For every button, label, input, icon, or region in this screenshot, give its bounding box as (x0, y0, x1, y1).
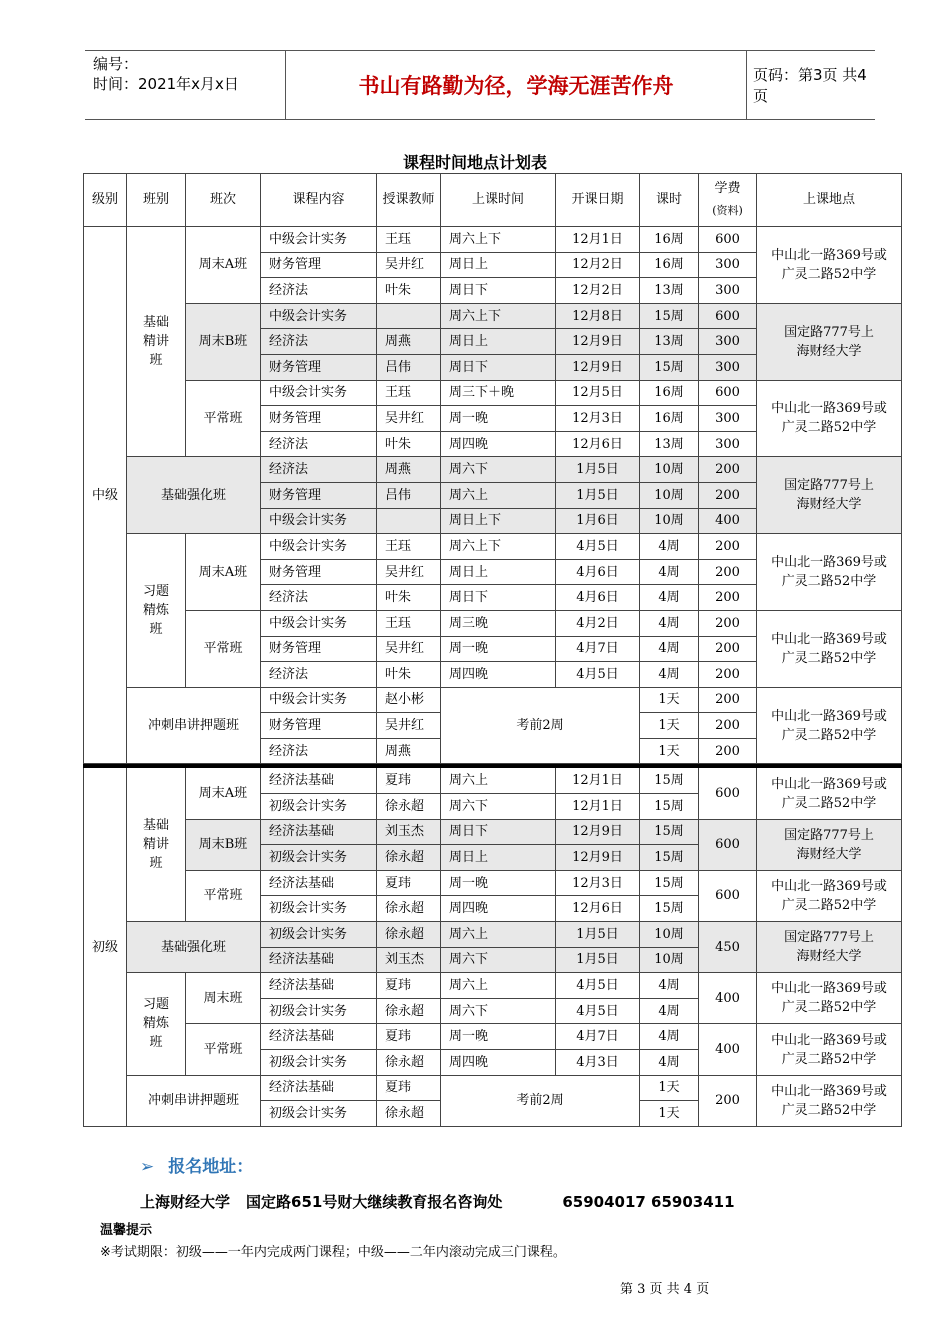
arrow-icon: ➢ (140, 1157, 155, 1177)
tips-title: 温馨提示 (100, 1223, 153, 1238)
time-label: 时间：2021年x月x日 (93, 75, 239, 93)
table-row: 初级会计实务 徐永超 周四晚 4月3日 4周 (84, 1050, 902, 1076)
location: 中山北一路369号或广灵二路52中学 (757, 687, 902, 764)
location: 中山北一路369号或广灵二路52中学 (757, 380, 902, 457)
sub-m-wb: 周末B班 (186, 303, 261, 380)
table-row: 初级会计实务 徐永超 周六下 12月1日 15周 (84, 794, 902, 820)
fee: 600 (699, 819, 757, 870)
fee: 200 (699, 1075, 757, 1126)
phone-numbers: 65904017 65903411 (562, 1193, 735, 1211)
table-row: 经济法 周燕 周日上 12月9日 13周 300 (84, 329, 902, 355)
header-meta (85, 51, 285, 119)
table-row: 周末B班 中级会计实务 周六上下 12月8日 15周 600 国定路777号上海财经大学 (84, 303, 902, 329)
location: 中山北一路369号或广灵二路52中学 (757, 1024, 902, 1075)
table-row: 初级会计实务 徐永超 周四晚 12月6日 15周 (84, 896, 902, 922)
sub-j-dw: 周末班 (186, 973, 261, 1024)
school-name: 上海财经大学 (140, 1193, 231, 1211)
table-row: 习题精炼班 周末A班 中级会计实务 王珏 周六上下 4月5日 4周 200 中山北一路369号或广灵二路52中学 (84, 534, 902, 560)
group-j-drill: 习题精炼班 (127, 973, 186, 1075)
sub-m-wa: 周末A班 (186, 227, 261, 304)
table-row: 平常班 中级会计实务 王珏 周三下＋晚 12月5日 16周 600 中山北一路369号或广灵二路52中学 (84, 380, 902, 406)
exam-note: ※考试期限：初级——一年内完成两门课程；中级——二年内滚动完成三门课程。 (100, 1245, 566, 1260)
header-row (84, 174, 902, 227)
location: 中山北一路369号或广灵二路52中学 (757, 1075, 902, 1126)
table-row: 财务管理 吴井红 周一晚 12月3日 16周 300 (84, 406, 902, 432)
col-fee: 学费 (资料) (699, 174, 757, 227)
fee: 450 (699, 922, 757, 973)
table-row: 经济法 叶朱 周日下 12月2日 13周 300 (84, 278, 902, 304)
table-row: 财务管理 吕伟 周日下 12月9日 15周 300 (84, 354, 902, 380)
location: 中山北一路369号或广灵二路52中学 (757, 768, 902, 819)
location: 国定路777号上海财经大学 (757, 457, 902, 534)
col-teacher: 授课教师 (377, 174, 441, 227)
table-row: 初级会计实务 徐永超 周日上 12月9日 15周 (84, 845, 902, 871)
group-m-strong: 基础强化班 (127, 457, 261, 534)
table-row: 冲刺串讲押题班 中级会计实务 赵小彬 考前2周 1天 200 中山北一路369号或广灵二路52中学 (84, 687, 902, 713)
table-row: 基础强化班 经济法 周燕 周六下 1月5日 10周 200 国定路777号上海财经大学 (84, 457, 902, 483)
table-row: 平常班 中级会计实务 王珏 周三晚 4月2日 4周 200 中山北一路369号或广灵二路52中学 (84, 610, 902, 636)
table-row: 初级会计实务 徐永超 周六下 4月5日 4周 (84, 998, 902, 1024)
col-location: 上课地点 (757, 174, 902, 227)
table-row: 财务管理 吴井红 1天 200 (84, 713, 902, 739)
col-session: 班次 (186, 174, 261, 227)
group-m-drill: 习题精炼班 (127, 534, 186, 688)
col-start: 开课日期 (556, 174, 640, 227)
table-row: 财务管理 吴井红 周日上 4月6日 4周 200 (84, 559, 902, 585)
fee: 600 (699, 870, 757, 921)
table-row: 习题精炼班 周末班 经济法基础 夏玮 周六上 4月5日 4周 400 中山北一路369号或广灵二路52中学 (84, 973, 902, 999)
table-row: 财务管理 吴井红 周日上 12月2日 16周 300 (84, 252, 902, 278)
table-row: 经济法基础 刘玉杰 周六下 1月5日 10周 (84, 947, 902, 973)
number-label: 编号： (93, 55, 139, 73)
table-row: 初级会计实务 徐永超 1天 (84, 1101, 902, 1127)
table-row: 财务管理 吕伟 周六上 1月5日 10周 200 (84, 482, 902, 508)
table-row: 周末B班 经济法基础 刘玉杰 周日下 12月9日 15周 600 国定路777号上海财经大学 (84, 819, 902, 845)
location: 中山北一路369号或广灵二路52中学 (757, 973, 902, 1024)
register-address (140, 1191, 751, 1212)
table-row: 平常班 经济法基础 夏玮 周一晚 12月3日 15周 600 中山北一路369号或广灵二路52中学 (84, 870, 902, 896)
register-title: 报名地址： (168, 1157, 254, 1177)
table-row: 经济法 周燕 1天 200 (84, 738, 902, 764)
table-row: 基础强化班 初级会计实务 徐永超 周六上 1月5日 10周 450 国定路777号上海财经大学 (84, 922, 902, 948)
col-level: 级别 (84, 174, 127, 227)
table-row: 经济法 叶朱 周四晚 4月5日 4周 200 (84, 662, 902, 688)
table-row: 中级 基础精讲班 周末A班 中级会计实务 王珏 周六上下 12月1日 16周 600 中山北一路369号或广灵二路52中学 (84, 227, 902, 253)
office-place: 国定路651号财大继续教育报名咨询处 (246, 1193, 503, 1211)
schedule-table (83, 173, 902, 1127)
fee: 600 (699, 768, 757, 819)
table-row: 冲刺串讲押题班 经济法基础 夏玮 考前2周 1天 200 中山北一路369号或广灵二路52中学 (84, 1075, 902, 1101)
motto: 书山有路勤为径，学海无涯苦作舟 (285, 51, 747, 119)
level-junior: 初级 (84, 768, 127, 1126)
group-j-sprint: 冲刺串讲押题班 (127, 1075, 261, 1126)
group-j-basic: 基础精讲班 (127, 768, 186, 922)
table-row: 经济法 叶朱 周四晚 12月6日 13周 300 (84, 431, 902, 457)
location: 中山北一路369号或广灵二路52中学 (757, 610, 902, 687)
sub-j-wa: 周末A班 (186, 768, 261, 819)
sub-j-wb: 周末B班 (186, 819, 261, 870)
table-row: 财务管理 吴井红 周一晚 4月7日 4周 200 (84, 636, 902, 662)
location: 中山北一路369号或广灵二路52中学 (757, 870, 902, 921)
before-exam: 考前2周 (441, 1075, 640, 1126)
page-label: 页码：第3页 共4页 (753, 66, 867, 105)
register-heading (140, 1152, 253, 1177)
sub-j-dnorm: 平常班 (186, 1024, 261, 1075)
level-mid: 中级 (84, 227, 127, 764)
col-time: 上课时间 (441, 174, 556, 227)
table-row: 平常班 经济法基础 夏玮 周一晚 4月7日 4周 400 中山北一路369号或广灵二路52中学 (84, 1024, 902, 1050)
location: 中山北一路369号或广灵二路52中学 (757, 227, 902, 304)
table-row: 初级 基础精讲班 周末A班 经济法基础 夏玮 周六上 12月1日 15周 600 中山北一路369号或广灵二路52中学 (84, 768, 902, 794)
col-class: 班别 (127, 174, 186, 227)
sub-m-norm: 平常班 (186, 380, 261, 457)
before-exam: 考前2周 (441, 687, 640, 764)
fee: 400 (699, 1024, 757, 1075)
location: 国定路777号上海财经大学 (757, 303, 902, 380)
col-course: 课程内容 (261, 174, 377, 227)
group-m-basic: 基础精讲班 (127, 227, 186, 457)
sub-m-dnorm: 平常班 (186, 610, 261, 687)
group-j-strong: 基础强化班 (127, 922, 261, 973)
table-row: 中级会计实务 周日上下 1月6日 10周 400 (84, 508, 902, 534)
page-footer: 第 3 页 共 4 页 (620, 1282, 710, 1297)
sub-j-norm: 平常班 (186, 870, 261, 921)
page-header (85, 50, 875, 120)
location: 国定路777号上海财经大学 (757, 922, 902, 973)
col-hours: 课时 (640, 174, 699, 227)
fee: 400 (699, 973, 757, 1024)
location: 国定路777号上海财经大学 (757, 819, 902, 870)
group-m-sprint: 冲刺串讲押题班 (127, 687, 261, 764)
table-title: 课程时间地点计划表 (402, 153, 547, 172)
table-row: 经济法 叶朱 周日下 4月6日 4周 200 (84, 585, 902, 611)
sub-m-dwa: 周末A班 (186, 534, 261, 611)
location: 中山北一路369号或广灵二路52中学 (757, 534, 902, 611)
